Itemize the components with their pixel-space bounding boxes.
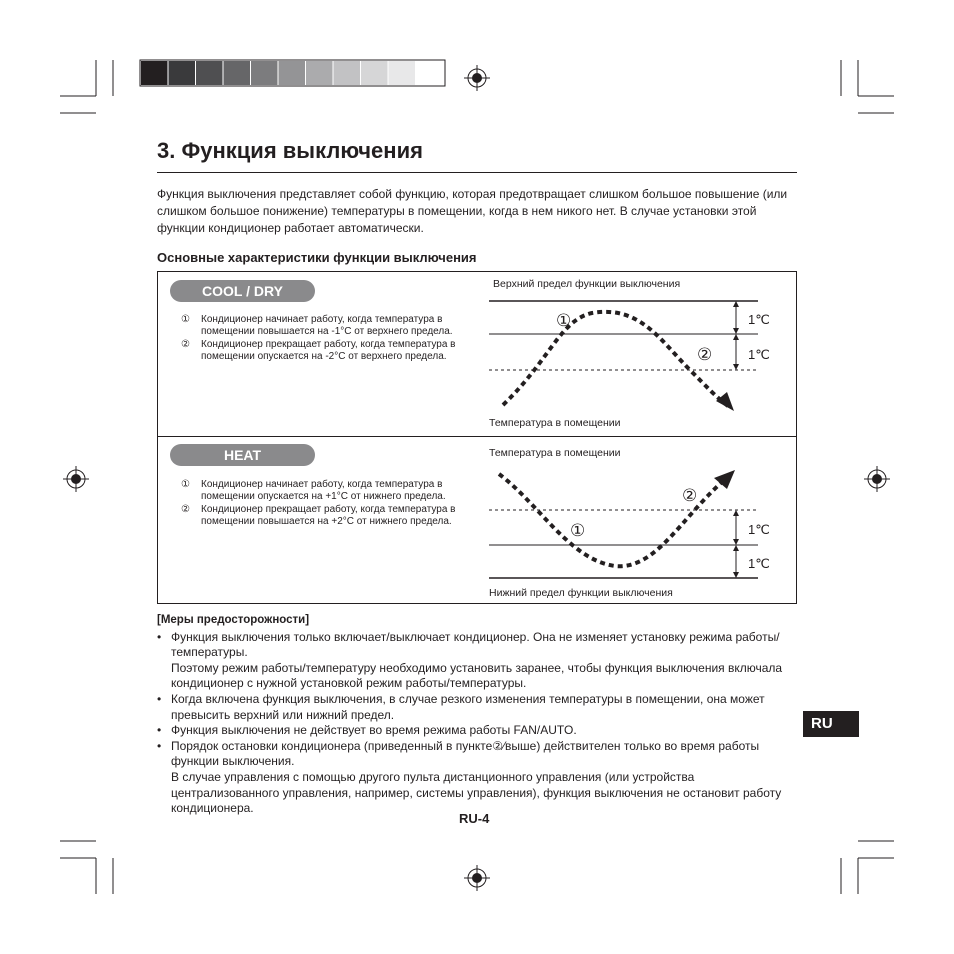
cautions-heading: [Меры предосторожности]: [157, 614, 310, 626]
caution-item-3: • Функция выключения не действует во время режима работы FAN/AUTO.: [157, 723, 577, 738]
heat-room-temp-label: Температура в помещении: [489, 447, 621, 459]
caution-item-2: • Когда включена функция выключения, в случае резкого изменения температуры в помещении, она может превысить верхний или нижний предел.: [157, 691, 765, 722]
caution-item-1: • Функция выключения только включает/выключает кондиционер. Она не изменяет установку режима работы/температуры. Поэтому режим работы/температуру необходимо установить заранее, чтобы функция выключения включала кондиционер с нужной установкой режим работы/температуры.: [157, 629, 783, 691]
cool-delta-1: 1℃: [748, 312, 770, 327]
heat-lower-limit-label: Нижний предел функции выключения: [489, 587, 673, 599]
heat-marker-1: ①: [570, 521, 586, 540]
heat-delta-1: 1℃: [748, 522, 770, 537]
cool-upper-limit-label: Верхний предел функции выключения: [493, 278, 681, 290]
cool-marker-2: ②: [697, 345, 713, 364]
mode-pill-heat: HEAT: [170, 444, 315, 466]
page-number: RU-4: [459, 811, 490, 826]
cool-marker-1: ①: [556, 311, 572, 330]
heat-marker-2: ②: [682, 486, 698, 505]
cool-step-1: ① Кондиционер начинает работу, когда температура в помещении повышается на -1°C от верхнего предела.: [181, 314, 453, 338]
mode-pill-cool-dry: COOL / DRY: [170, 280, 315, 302]
cool-delta-2: 1℃: [748, 347, 770, 362]
heat-step-2: ② Кондиционер прекращает работу, когда температура в помещении повышается на +2°C от нижнего предела.: [181, 503, 456, 528]
cautions-section: [157, 613, 797, 817]
section-subheading: Основные характеристики функции выключения: [157, 250, 477, 265]
caution-item-4: • Порядок остановки кондиционера (приведенный в пункте②⁄выше) действителен только во время работы функции выключения. В случае управления с помощью другого пульта дистанционного управления (или устройства централизованного управления, например, системы управления), функция выключения не остановит работу кондиционера.: [157, 738, 782, 816]
intro-paragraph: Функция выключения представляет собой функцию, которая предотвращает слишком большое повышение (или слишком большое понижение) температуры в помещении, когда в нем никого нет. В случае установки этой функции кондиционер работает автоматически.: [157, 187, 788, 235]
cool-room-temp-label: Температура в помещении: [489, 417, 621, 429]
language-tab: RU: [803, 711, 859, 737]
cool-step-2: ② Кондиционер прекращает работу, когда температура в помещении опускается на -2°C от верхнего предела.: [181, 338, 456, 363]
heat-delta-2: 1℃: [748, 556, 770, 571]
page-title: 3. Функция выключения: [157, 138, 423, 163]
heat-step-1: ① Кондиционер начинает работу, когда температура в помещении опускается на +1°C от нижнего предела.: [181, 479, 446, 503]
